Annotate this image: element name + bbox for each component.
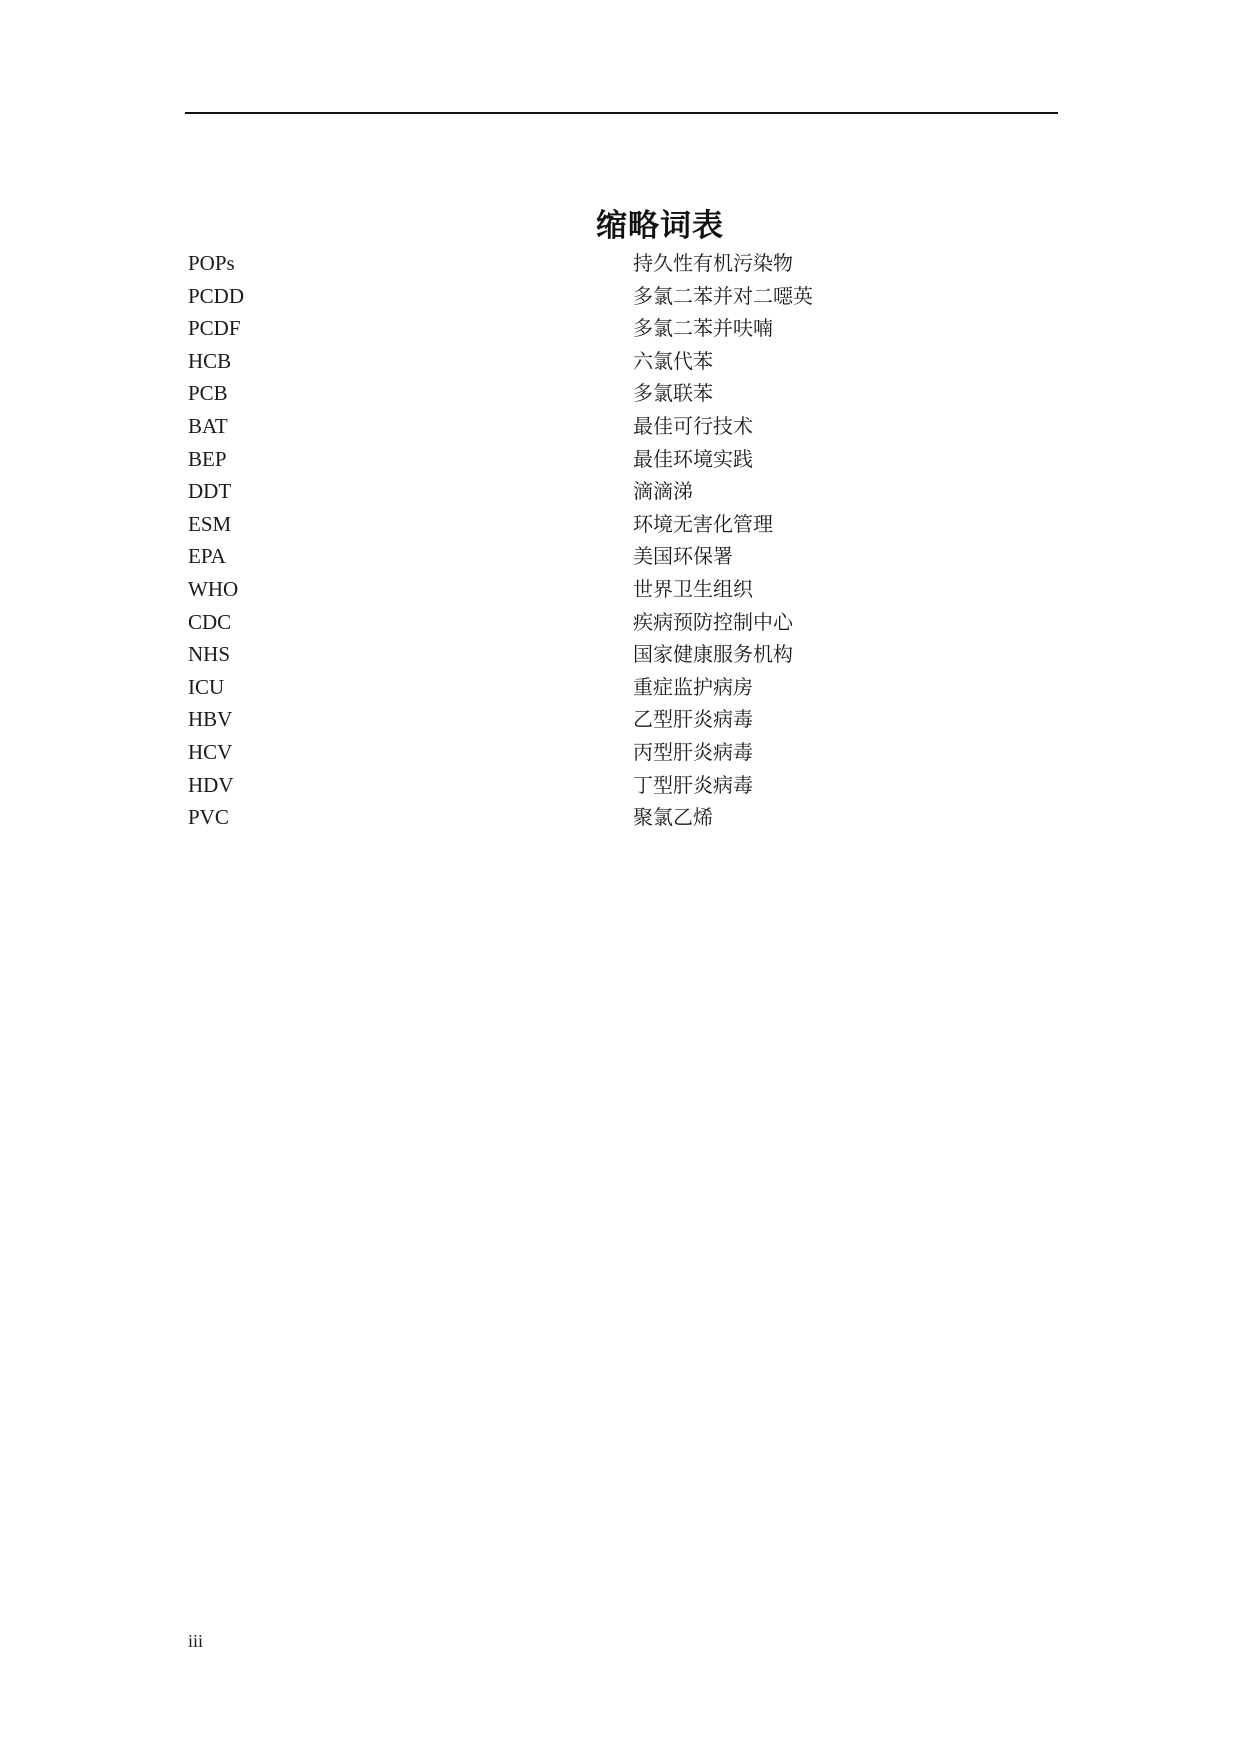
- abbreviation-term: CDC: [188, 609, 232, 634]
- abbreviation-row: [188, 606, 948, 639]
- abbreviation-row: [188, 345, 948, 378]
- header-rule: [185, 112, 1058, 114]
- abbreviation-term: NHS: [188, 642, 231, 667]
- abbreviation-row: [188, 573, 948, 606]
- abbreviation-term: POPs: [188, 251, 235, 275]
- abbreviation-list: [188, 247, 948, 834]
- abbreviation-term: DDT: [188, 479, 232, 504]
- abbreviation-row: [188, 769, 948, 802]
- abbreviation-term: ESM: [188, 511, 232, 536]
- abbreviation-row: [188, 801, 948, 834]
- abbreviation-definition: 最佳环境实践: [633, 446, 753, 471]
- abbreviation-row: [188, 703, 948, 736]
- abbreviation-definition: 环境无害化管理: [633, 511, 773, 536]
- abbreviation-definition: 疾病预防控制中心: [633, 609, 793, 634]
- page-title: 缩略词表: [596, 207, 724, 244]
- abbreviation-row: [188, 508, 948, 541]
- abbreviation-definition: 持久性有机污染物: [633, 251, 793, 275]
- abbreviation-term: ICU: [188, 674, 225, 699]
- abbreviation-term: HCB: [188, 348, 232, 373]
- abbreviation-term: PCDF: [188, 316, 241, 341]
- abbreviation-row: [188, 475, 948, 508]
- abbreviation-definition: 丙型肝炎病毒: [633, 739, 753, 764]
- abbreviation-row: [188, 540, 948, 573]
- abbreviation-term: BAT: [188, 413, 228, 438]
- abbreviation-term: PVC: [188, 805, 229, 830]
- abbreviation-definition: 重症监护病房: [633, 674, 753, 699]
- abbreviation-term: PCB: [188, 381, 228, 406]
- abbreviation-row: [188, 247, 948, 280]
- abbreviation-definition: 多氯二苯并对二噁英: [633, 283, 813, 308]
- abbreviation-term: PCDD: [188, 283, 245, 308]
- abbreviation-definition: 国家健康服务机构: [633, 642, 793, 667]
- abbreviation-definition: 丁型肝炎病毒: [633, 772, 753, 797]
- abbreviation-row: [188, 736, 948, 769]
- abbreviation-row: [188, 443, 948, 476]
- abbreviation-term: WHO: [188, 576, 239, 601]
- abbreviation-term: EPA: [188, 544, 226, 569]
- abbreviation-definition: 美国环保署: [633, 544, 733, 569]
- abbreviation-definition: 世界卫生组织: [633, 576, 753, 601]
- abbreviation-term: HBV: [188, 707, 233, 732]
- abbreviation-definition: 滴滴涕: [633, 479, 693, 504]
- abbreviation-term: HDV: [188, 772, 234, 797]
- abbreviation-row: [188, 377, 948, 410]
- abbreviation-definition: 聚氯乙烯: [633, 805, 713, 830]
- abbreviation-row: [188, 410, 948, 443]
- page-number: iii: [188, 1631, 204, 1651]
- abbreviation-definition: 乙型肝炎病毒: [633, 707, 753, 732]
- abbreviation-row: [188, 671, 948, 704]
- abbreviation-row: [188, 638, 948, 671]
- abbreviation-row: [188, 312, 948, 345]
- abbreviation-term: BEP: [188, 446, 227, 471]
- abbreviation-definition: 多氯二苯并呋喃: [633, 316, 773, 341]
- abbreviation-definition: 最佳可行技术: [633, 413, 753, 438]
- abbreviation-term: HCV: [188, 739, 233, 764]
- abbreviation-row: [188, 280, 948, 313]
- abbreviation-definition: 六氯代苯: [633, 348, 713, 373]
- abbreviation-definition: 多氯联苯: [633, 381, 713, 406]
